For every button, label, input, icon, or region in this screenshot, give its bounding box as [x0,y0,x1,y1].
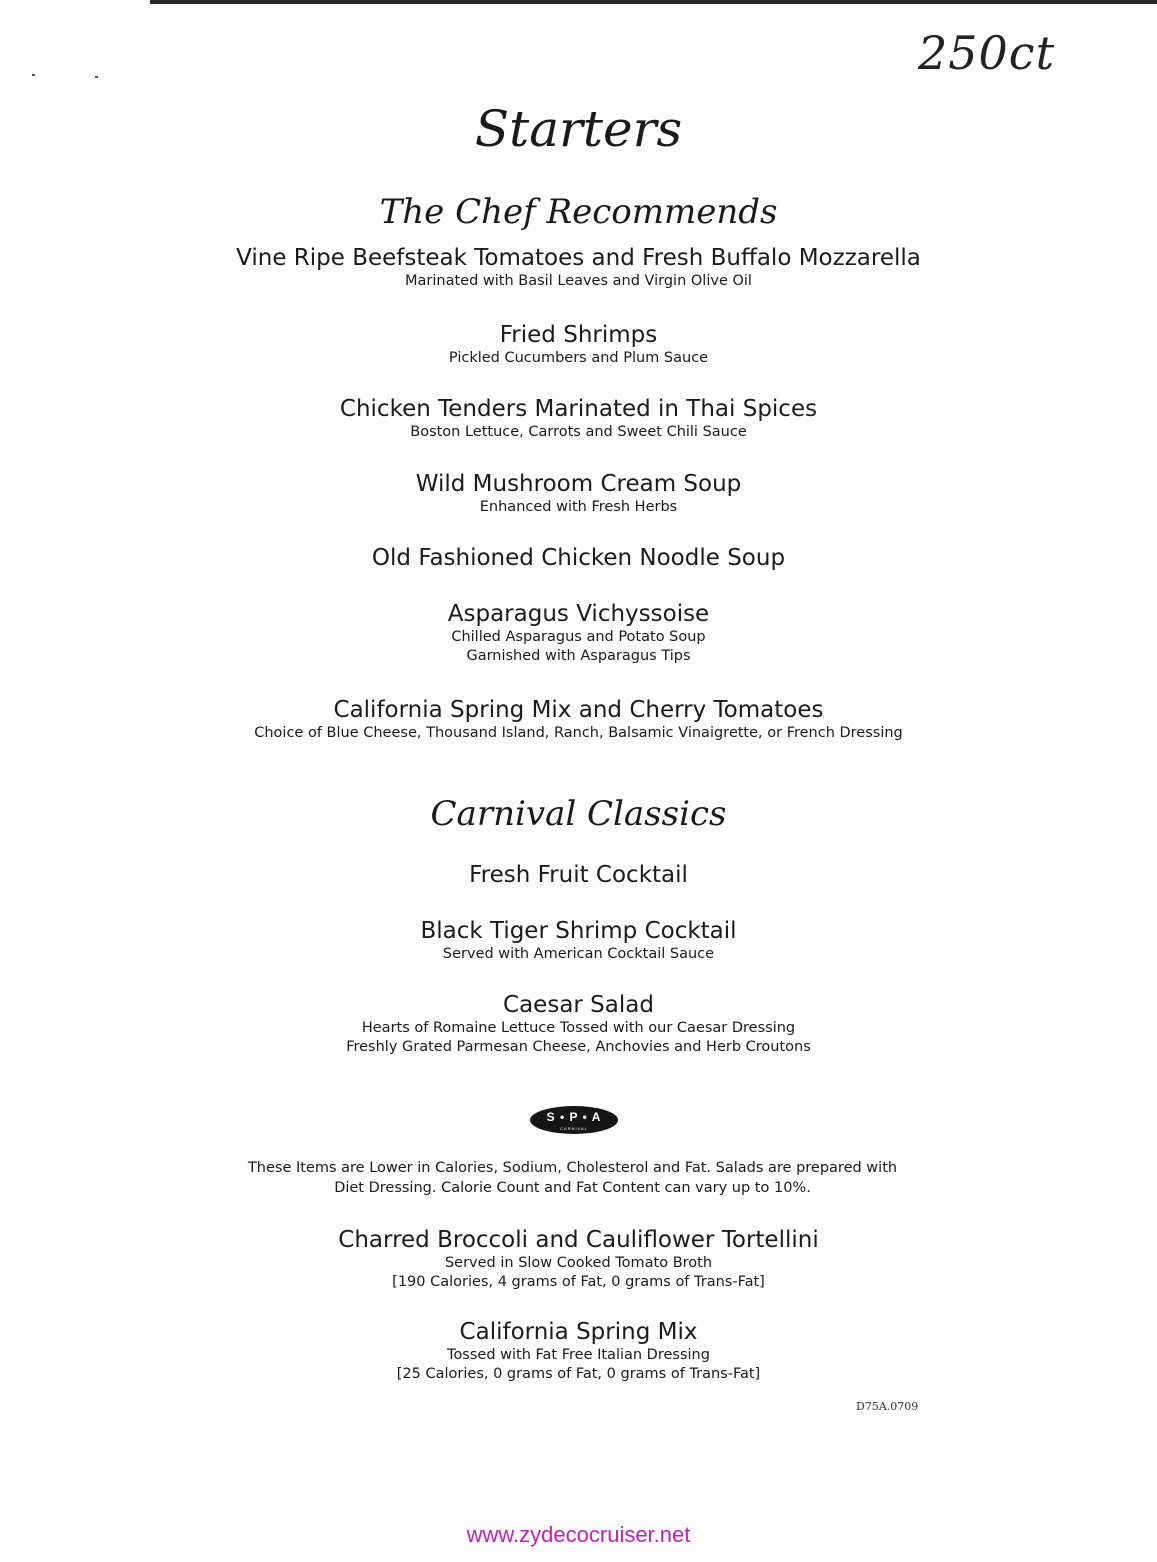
menu-item-description: Freshly Grated Parmesan Cheese, Anchovies and Herb Croutons [346,1039,811,1055]
menu-item-description: Pickled Cucumbers and Plum Sauce [448,350,709,366]
menu-item [0,321,1157,368]
menu-item-name: Fresh Fruit Cocktail [469,862,688,888]
menu-item-description: Marinated with Basil Leaves and Virgin Olive Oil [405,273,752,289]
menu-item-description: Choice of Blue Cheese, Thousand Island, Ranch, Balsamic Vinaigrette, or French Dressing [254,725,903,741]
scan-speck [32,74,35,76]
menu-item-name: Old Fashioned Chicken Noodle Soup [371,545,786,571]
menu-item-name: California Spring Mix [459,1319,698,1345]
menu-item-name: Charred Broccoli and Cauliflower Tortellini [338,1227,819,1253]
section-heading-chef-recommends: The Chef Recommends [379,192,778,232]
menu-item [0,1226,1157,1292]
menu-item [0,991,1157,1057]
menu-code: D75A.0709 [856,1400,919,1413]
menu-item-name: Wild Mushroom Cream Soup [415,471,742,497]
spa-note: These Items are Lower in Calories, Sodium, Cholesterol and Fat. Salads are prepared with Diet Dressing. Calorie Count and Fat Content can vary up to 10%. [247,1160,898,1196]
menu-item-nutrition: [25 Calories, 0 grams of Fat, 0 grams of Trans-Fat] [396,1366,761,1382]
menu-item-name: Asparagus Vichyssoise [447,601,710,627]
menu-item-description: Hearts of Romaine Lettuce Tossed with our Caesar Dressing [361,1020,796,1036]
menu-item-name: Vine Ripe Beefsteak Tomatoes and Fresh Buffalo Mozzarella [236,245,921,271]
section-heading-carnival-classics: Carnival Classics [430,794,727,834]
menu-item [0,470,1157,517]
menu-item [0,244,1157,291]
menu-item-description: Tossed with Fat Free Italian Dressing [447,1347,710,1363]
menu-item-description: Served in Slow Cooked Tomato Broth [444,1255,713,1271]
handwritten-note: 250ct [918,26,1056,80]
page-title: Starters [474,100,683,158]
menu-item [0,600,1157,666]
menu-item [0,1318,1157,1384]
menu-item-name: Black Tiger Shrimp Cocktail [420,918,737,944]
spa-logo-subtext: CARNIVAL [560,1126,588,1131]
menu-item-nutrition: [190 Calories, 4 grams of Fat, 0 grams of Trans-Fat] [392,1274,765,1290]
menu-item-name: Caesar Salad [503,992,654,1018]
menu-item-description: Enhanced with Fresh Herbs [479,499,678,515]
menu-item-description: Chilled Asparagus and Potato Soup [451,629,706,645]
menu-item-description: Served with American Cocktail Sauce [442,946,715,962]
menu-item-description: Boston Lettuce, Carrots and Sweet Chili Sauce [410,424,747,440]
menu-item [0,544,1157,572]
menu-item [0,395,1157,442]
menu-item [0,861,1157,889]
menu-item-name: Fried Shrimps [499,322,658,348]
menu-item [0,917,1157,964]
menu-item-description: Garnished with Asparagus Tips [466,648,691,664]
watermark: www.zydecocruiser.net [466,1522,691,1547]
scan-top-edge [150,0,1157,4]
spa-logo-letters: S • P • A [546,1110,602,1124]
menu-item-name: Chicken Tenders Marinated in Thai Spices [339,396,818,422]
scan-speck [95,76,98,78]
menu-item-name: California Spring Mix and Cherry Tomatoes [333,697,824,723]
menu-item [0,696,1157,743]
spa-logo [530,1106,618,1134]
